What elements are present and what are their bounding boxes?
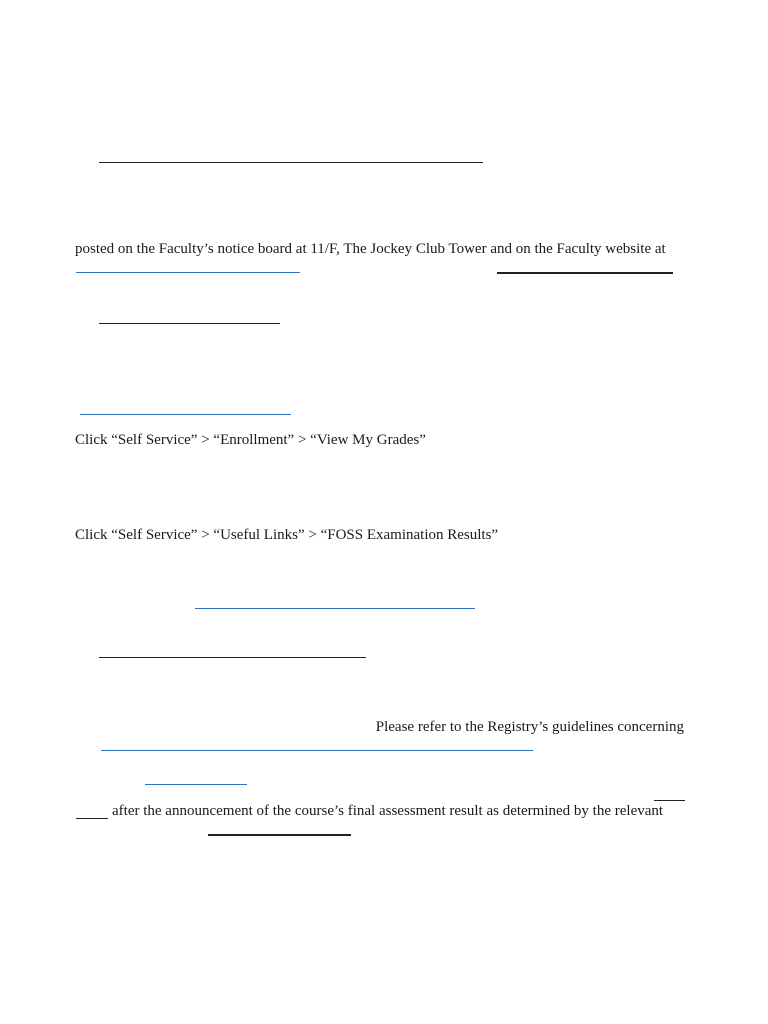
short-link[interactable]	[145, 784, 247, 785]
announcement-text: after the announcement of the course’s final assessment result as determined by the relevant	[112, 803, 664, 819]
emphasis-underline-1	[497, 272, 673, 274]
student-portal-link[interactable]	[80, 414, 291, 415]
registry-guidelines-text: Please refer to the Registry’s guidelines concerning	[375, 719, 684, 735]
blank-underline-right	[654, 800, 685, 801]
results-link[interactable]	[195, 608, 475, 609]
heading-underline-3	[99, 657, 366, 658]
blank-underline-left	[76, 818, 108, 819]
emphasis-underline-2	[208, 834, 351, 836]
view-grades-instruction: Click “Self Service” > “Enrollment” > “View My Grades”	[75, 432, 426, 448]
registry-guidelines-link[interactable]	[101, 750, 533, 751]
faculty-website-link[interactable]	[76, 272, 300, 273]
heading-underline-1	[99, 162, 483, 163]
notice-board-text: posted on the Faculty’s notice board at 11/F, The Jockey Club Tower and on the Faculty website at	[75, 241, 666, 257]
foss-results-instruction: Click “Self Service” > “Useful Links” > “FOSS Examination Results”	[75, 527, 499, 543]
heading-underline-2	[99, 323, 280, 324]
